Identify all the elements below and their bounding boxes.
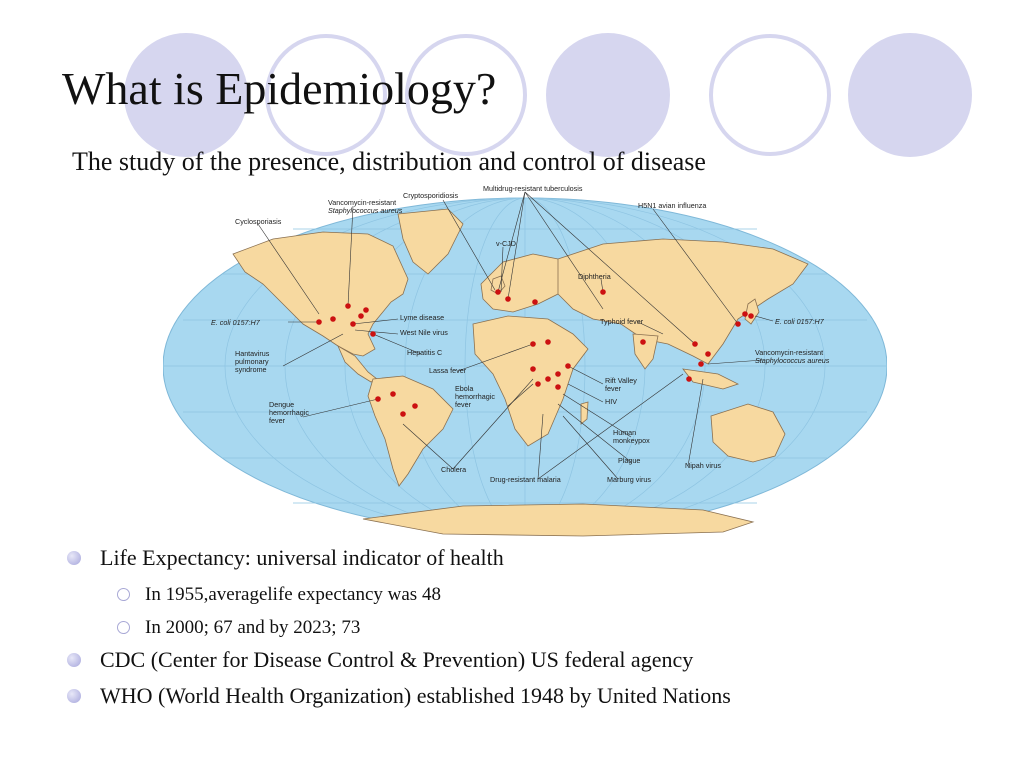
label-vanco-as-1: Vancomycin-resistant [755, 348, 824, 357]
marker [350, 321, 356, 327]
bullet-list [62, 542, 1002, 716]
marker [390, 391, 396, 397]
marker [505, 296, 511, 302]
marker [535, 381, 541, 387]
bullet-item [62, 644, 1002, 680]
sub-bullet-text: In 2000; 67 and by 2023; 73 [145, 617, 361, 638]
marker [532, 299, 538, 305]
decor-circle-filled-3 [848, 33, 972, 157]
marker [742, 311, 748, 317]
sub-bullet-item [62, 578, 1002, 611]
label-ebola-3: fever [455, 400, 471, 409]
marker [692, 341, 698, 347]
marker [705, 351, 711, 357]
label-dengue-1: Dengue [269, 400, 295, 409]
label-lyme: Lyme disease [400, 313, 445, 322]
label-hanta-1: Hantavirus [235, 349, 270, 358]
marker [530, 366, 536, 372]
label-malaria: Drug-resistant malaria [490, 475, 561, 484]
world-disease-map [163, 184, 887, 538]
marker [375, 396, 381, 402]
label-ebola-1: Ebola [455, 384, 474, 393]
label-hepc: Hepatitis C [407, 348, 443, 357]
label-rvf-1: Rift Valley [605, 376, 637, 385]
marker [345, 303, 351, 309]
marker [400, 411, 406, 417]
marker [363, 307, 369, 313]
label-monkeypox-2: monkeypox [613, 436, 650, 445]
label-cyclo: Cyclosporiasis [235, 217, 282, 226]
bullet-text: WHO (World Health Organization) established 1948 by United Nations [100, 683, 731, 708]
label-wnv: West Nile virus [400, 328, 448, 337]
marker [555, 384, 561, 390]
marker [565, 363, 571, 369]
marker [545, 339, 551, 345]
label-marburg: Marburg virus [607, 475, 651, 484]
label-nipah: Nipah virus [685, 461, 721, 470]
label-hanta-2: pulmonary [235, 357, 269, 366]
bullet-dot-icon [67, 551, 81, 565]
label-vcjd: v-CJD [496, 239, 516, 248]
bullet-dot-icon [67, 653, 81, 667]
marker [412, 403, 418, 409]
marker [358, 313, 364, 319]
label-vanco-na-1: Vancomycin-resistant [328, 198, 397, 207]
marker [640, 339, 646, 345]
label-vanco-na-2: Staphylococcus aureus [328, 206, 403, 215]
label-dengue-2: hemorrhagic [269, 408, 309, 417]
label-hanta-3: syndrome [235, 365, 267, 374]
label-ecoli-e: E. coli 0157:H7 [775, 317, 824, 326]
bullet-item [62, 680, 1002, 716]
marker [698, 361, 704, 367]
label-diphtheria: Diphtheria [578, 272, 611, 281]
marker [748, 313, 754, 319]
label-hiv: HIV [605, 397, 617, 406]
slide-subtitle: The study of the presence, distribution and control of disease [72, 147, 706, 176]
marker [330, 316, 336, 322]
bullet-ring-icon [117, 588, 130, 601]
marker [555, 371, 561, 377]
decor-circle-outline-3 [711, 36, 829, 154]
marker [545, 376, 551, 382]
slide-title: What is Epidemiology? [62, 63, 497, 114]
label-h5n1: H5N1 avian influenza [638, 201, 707, 210]
bullet-dot-icon [67, 689, 81, 703]
bullet-text: CDC (Center for Disease Control & Prevention) US federal agency [100, 647, 694, 672]
marker [600, 289, 606, 295]
marker [530, 341, 536, 347]
marker [735, 321, 741, 327]
label-plague: Plague [618, 456, 641, 465]
marker [686, 376, 692, 382]
marker [316, 319, 322, 325]
label-ebola-2: hemorrhagic [455, 392, 495, 401]
label-monkeypox-1: Human [613, 428, 637, 437]
label-mdr-tb: Multidrug-resistant tuberculosis [483, 184, 583, 193]
sub-bullet-item [62, 611, 1002, 644]
sub-bullet-text: In 1955,averagelife expectancy was 48 [145, 584, 441, 605]
label-crypto: Cryptosporidiosis [403, 191, 459, 200]
label-vanco-as-2: Staphylococcus aureus [755, 356, 830, 365]
label-typhoid: Typhoid fever [600, 317, 644, 326]
marker [495, 289, 501, 295]
label-cholera: Cholera [441, 465, 467, 474]
label-lassa: Lassa fever [429, 366, 467, 375]
label-ecoli-w: E. coli 0157:H7 [211, 318, 260, 327]
bullet-item [62, 542, 1002, 578]
marker [370, 331, 376, 337]
label-dengue-3: fever [269, 416, 285, 425]
bullet-ring-icon [117, 621, 130, 634]
decor-circle-filled-2 [546, 33, 670, 157]
label-rvf-2: fever [605, 384, 621, 393]
bullet-text: Life Expectancy: universal indicator of health [100, 545, 504, 570]
